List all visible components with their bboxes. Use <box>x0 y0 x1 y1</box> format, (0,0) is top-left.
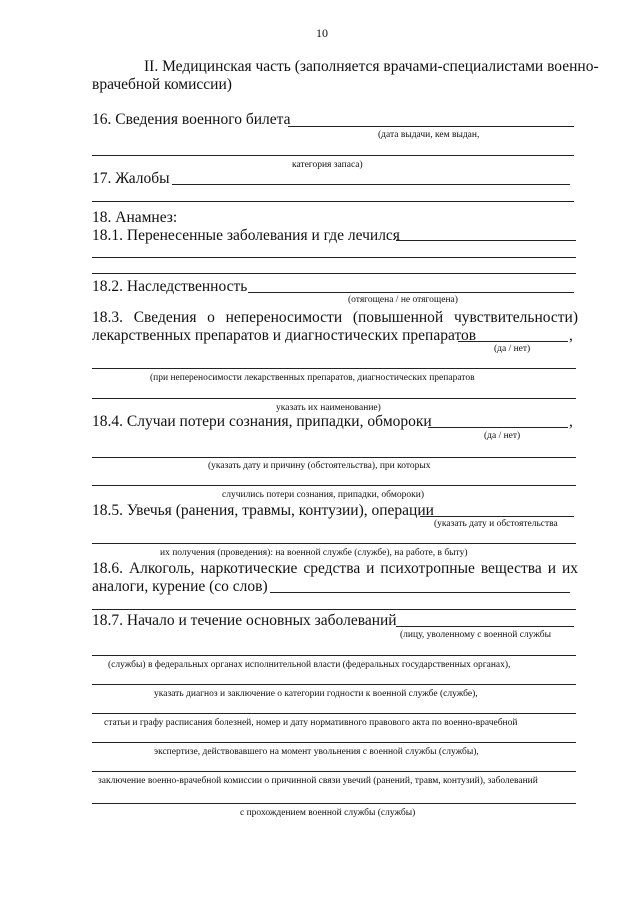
page-number: 10 <box>316 26 328 40</box>
item-18-4-hint2: случились потери сознания, припадки, обмороки) <box>222 490 425 500</box>
section-title-line2: врачебной комиссии) <box>92 76 232 93</box>
item-16-hint2: категория запаса) <box>292 160 363 170</box>
item-16-field[interactable] <box>288 126 574 127</box>
item-18-2-hint: (отягощена / не отягощена) <box>348 295 458 305</box>
item-18-7-hint7: с прохождением военной службы (службы) <box>240 808 416 818</box>
item-18-5-field-2[interactable] <box>92 543 576 544</box>
item-16-label: 16. Сведения военного билета <box>92 111 291 128</box>
item-18-4-field-2[interactable] <box>92 457 576 458</box>
item-18-3-comma: , <box>569 327 573 344</box>
item-18-6-line2: аналоги, курение (со слов) <box>92 578 268 595</box>
item-18-3-line1: 18.3. Сведения о непереносимости (повышенной чувствительности) <box>92 309 578 326</box>
item-18-4-hint-yn: (да / нет) <box>484 431 521 441</box>
item-18-5-hint1: (указать дату и обстоятельства <box>434 519 558 529</box>
item-16-field-2[interactable] <box>92 155 574 156</box>
item-18-1-field[interactable] <box>396 240 576 241</box>
item-18-2-field[interactable] <box>248 292 574 293</box>
item-18-1-field-2[interactable] <box>92 257 576 258</box>
item-18-7-field-3[interactable] <box>92 684 576 685</box>
item-18-3-yn-field[interactable] <box>458 341 568 342</box>
item-18-7-hint3: указать диагноз и заключение о категории годности к военной службе (службе), <box>154 689 478 699</box>
item-18-7-hint6: заключение военно-врачебной комиссии о причинной связи увечий (ранений, травм, контузий), заболеваний <box>98 776 538 786</box>
item-18-7-label: 18.7. Начало и течение основных заболеваний <box>92 612 397 629</box>
item-18-3-field-2[interactable] <box>92 368 576 369</box>
item-18-1-label: 18.1. Перенесенные заболевания и где лечился <box>92 227 400 244</box>
item-18-6-field-2[interactable] <box>92 609 576 610</box>
item-18-5-hint2: их получения (проведения): на военной службе (службе), на работе, в быту) <box>160 548 468 558</box>
item-18-7-hint4: статьи и графу расписания болезней, номер и дату нормативного правового акта по военно-врачебной <box>104 718 518 728</box>
item-16-hint1: (дата выдачи, кем выдан, <box>378 130 480 140</box>
item-18-7-field[interactable] <box>396 626 574 627</box>
item-18-7-field-7[interactable] <box>92 803 576 804</box>
item-18-7-hint1: (лицу, уволенному с военной службы <box>400 630 551 640</box>
item-18-7-field-6[interactable] <box>92 771 576 772</box>
item-18-4-label: 18.4. Случаи потери сознания, припадки, обмороки <box>92 413 432 430</box>
item-18-5-label: 18.5. Увечья (ранения, травмы, контузии), операции <box>92 502 434 519</box>
item-18-1-field-3[interactable] <box>92 273 576 274</box>
item-18-5-field[interactable] <box>420 516 574 517</box>
item-18-6-field[interactable] <box>270 592 570 593</box>
item-18-2-label: 18.2. Наследственность <box>92 278 248 295</box>
item-18-7-field-4[interactable] <box>92 713 576 714</box>
item-18-3-hint-yn: (да / нет) <box>494 344 531 354</box>
item-18-7-hint5: экспертизе, действовавшего на момент увольнения с военной службы (службы), <box>154 747 479 757</box>
item-17-field[interactable] <box>172 184 570 185</box>
item-18-3-line2: лекарственных препаратов и диагностических препаратов <box>92 327 477 344</box>
item-18-6-line1: 18.6. Алкоголь, наркотические средства и психотропные вещества и их <box>92 560 578 577</box>
section-title-line1: II. Медицинская часть (заполняется врачами-специалистами военно- <box>144 58 599 75</box>
item-18-7-field-2[interactable] <box>92 655 576 656</box>
item-17-label: 17. Жалобы <box>92 170 170 187</box>
item-17-field-2[interactable] <box>92 201 574 202</box>
item-18-7-field-5[interactable] <box>92 742 576 743</box>
item-18-4-comma: , <box>569 413 573 430</box>
item-18-7-hint2: (службы) в федеральных органах исполнительной власти (федеральных государственных органах), <box>108 660 511 670</box>
item-18-3-hint1: (при непереносимости лекарственных препаратов, диагностических препаратов <box>150 373 475 383</box>
item-18-4-yn-field[interactable] <box>428 427 568 428</box>
item-18-3-hint2: указать их наименование) <box>276 403 381 413</box>
item-18-label: 18. Анамнез: <box>92 209 178 226</box>
item-18-4-field-3[interactable] <box>92 485 576 486</box>
item-18-4-hint1: (указать дату и причину (обстоятельства), при которых <box>208 461 431 471</box>
item-18-3-field-3[interactable] <box>92 398 576 399</box>
